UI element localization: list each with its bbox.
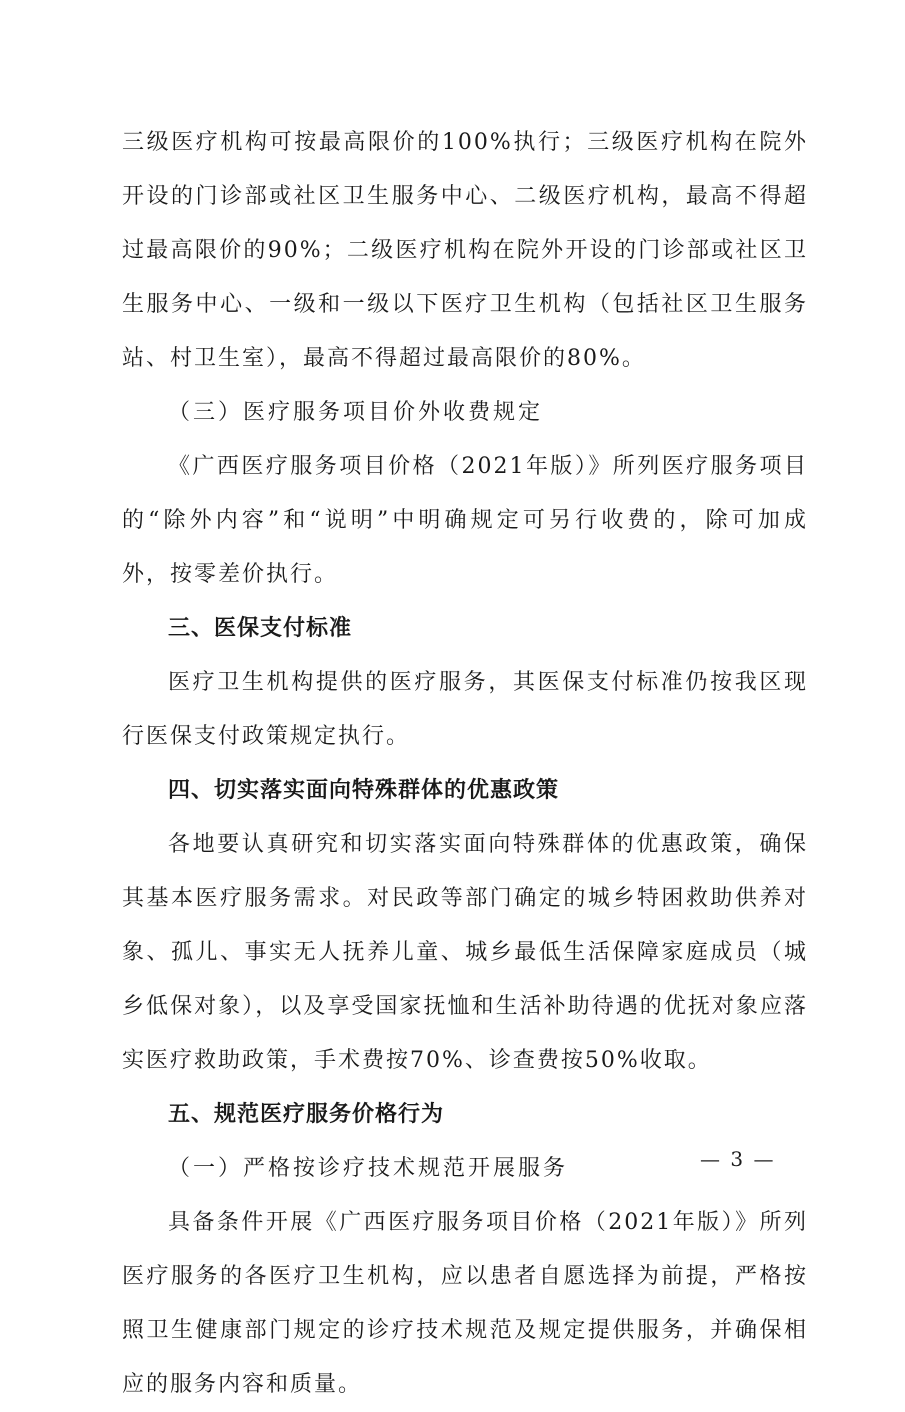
paragraph-line: 应的服务内容和质量。 — [122, 1372, 363, 1397]
page-number: — 3 — — [700, 1147, 776, 1171]
paragraph-line: 照卫生健康部门规定的诊疗技术规范及规定提供服务，并确保相 — [122, 1318, 808, 1343]
paragraph-line: 具备条件开展《广西医疗服务项目价格（2021年版）》所列 — [168, 1210, 808, 1235]
section-heading-insurance-payment: 三、医保支付标准 — [168, 616, 353, 641]
paragraph-line: 过最高限价的90%；二级医疗机构在院外开设的门诊部或社区卫 — [122, 238, 808, 263]
paragraph-line: 开设的门诊部或社区卫生服务中心、二级医疗机构，最高不得超 — [122, 184, 808, 209]
paragraph-line: 医疗服务的各医疗卫生机构，应以患者自愿选择为前提，严格按 — [122, 1264, 808, 1289]
sub-heading-technical-standards: （一）严格按诊疗技术规范开展服务 — [168, 1156, 569, 1181]
paragraph-line: 象、孤儿、事实无人抚养儿童、城乡最低生活保障家庭成员（城 — [122, 940, 808, 965]
paragraph-line: 外，按零差价执行。 — [122, 562, 339, 587]
paragraph-line: 三级医疗机构可按最高限价的100%执行；三级医疗机构在院外 — [122, 130, 808, 155]
paragraph-line: 《广西医疗服务项目价格（2021年版）》所列医疗服务项目 — [168, 454, 808, 479]
paragraph-line: 生服务中心、一级和一级以下医疗卫生机构（包括社区卫生服务 — [122, 292, 808, 317]
sub-heading-price-outside-charges: （三）医疗服务项目价外收费规定 — [168, 400, 544, 425]
paragraph-line: 其基本医疗服务需求。对民政等部门确定的城乡特困救助供养对 — [122, 886, 808, 911]
document-body — [122, 116, 808, 1412]
paragraph-line: 乡低保对象），以及享受国家抚恤和生活补助待遇的优抚对象应落 — [122, 994, 808, 1019]
paragraph-line: 医疗卫生机构提供的医疗服务，其医保支付标准仍按我区现 — [168, 670, 808, 695]
paragraph-line: 行医保支付政策规定执行。 — [122, 724, 411, 749]
paragraph-line: 实医疗救助政策，手术费按70%、诊查费按50%收取。 — [122, 1048, 712, 1073]
paragraph-line: 各地要认真研究和切实落实面向特殊群体的优惠政策，确保 — [168, 832, 808, 857]
section-heading-special-groups: 四、切实落实面向特殊群体的优惠政策 — [168, 778, 560, 803]
section-heading-price-behavior: 五、规范医疗服务价格行为 — [168, 1102, 445, 1127]
paragraph-line: 站、村卫生室），最高不得超过最高限价的80%。 — [122, 346, 646, 371]
paragraph-line: 的“除外内容”和“说明”中明确规定可另行收费的，除可加成 — [122, 508, 808, 533]
